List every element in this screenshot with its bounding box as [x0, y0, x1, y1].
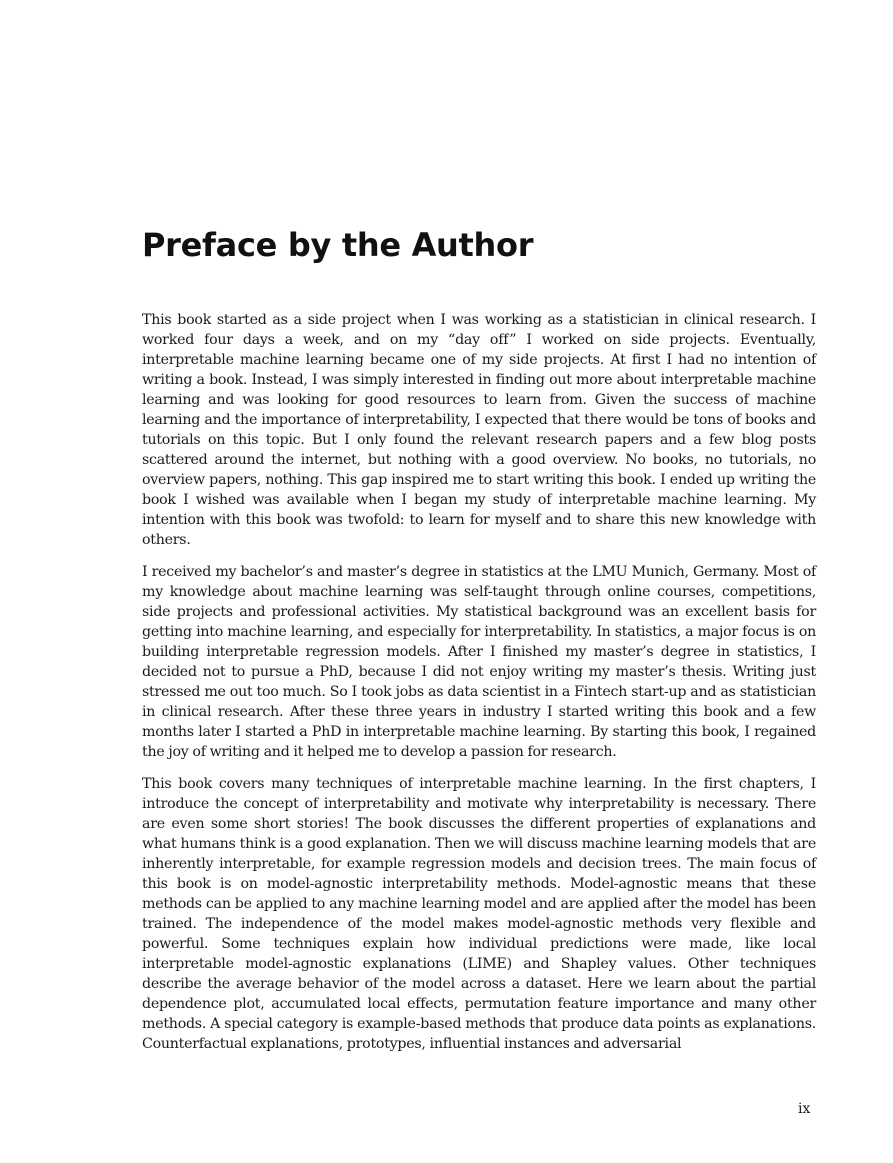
body-text [142, 310, 816, 1066]
chapter-title: Preface by the Author [142, 226, 534, 264]
paragraph-3: This book covers many techniques of interpretable machine learning. In the first chapters, I introduce the concept of interpretability and motivate why interpretability is necessary. There are even some short stories! The book discusses the different properties of explanations and what humans think is a good explanation. Then we will discuss machine learning models that are inherently interpretable, for example regression models and decision trees. The main focus of this book is on model-agnostic interpretability methods. Model-agnostic means that these methods can be applied to any machine learning model and are applied after the model has been trained. The independence of the model makes model-agnostic methods very flexible and powerful. Some techniques explain how individual predictions were made, like local interpretable model-agnostic explanations (LIME) and Shapley values. Other techniques describe the average behavior of the model across a dataset. Here we learn about the partial dependence plot, accumulated local effects, permutation feature importance and many other methods. A special category is example-based methods that produce data points as explanations. Counterfactual explanations, prototypes, influential instances and adversarial [142, 776, 816, 1052]
page-number: ix [798, 1101, 811, 1117]
paragraph-2: I received my bachelor’s and master’s degree in statistics at the LMU Munich, Germany. Most of my knowledge about machine learning was self-taught through online courses, competitions, side projects and professional activities. My statistical background was an excellent basis for getting into machine learning, and especially for interpretability. In statistics, a major focus is on building interpretable regression models. After I finished my master’s degree in statistics, I decided not to pursue a PhD, because I did not enjoy writing my master’s thesis. Writing just stressed me out too much. So I took jobs as data scientist in a Fintech start-up and as statistician in clinical research. After these three years in industry I started writing this book and a few months later I started a PhD in interpretable machine learning. By starting this book, I regained the joy of writing and it helped me to develop a passion for research. [142, 564, 816, 760]
paragraph-1: This book started as a side project when I was working as a statistician in clinical research. I worked four days a week, and on my “day off” I worked on side projects. Eventually, interpretable machine learning became one of my side projects. At first I had no intention of writing a book. Instead, I was simply interested in finding out more about interpretable machine learning and was looking for good resources to learn from. Given the success of machine learning and the importance of interpretability, I expected that there would be tons of books and tutorials on this topic. But I only found the relevant research papers and a few blog posts scattered around the internet, but nothing with a good overview. No books, no tutorials, no overview papers, nothing. This gap inspired me to start writing this book. I ended up writing the book I wished was available when I began my study of interpretable machine learning. My intention with this book was twofold: to learn for myself and to share this new knowledge with others. [142, 312, 816, 548]
